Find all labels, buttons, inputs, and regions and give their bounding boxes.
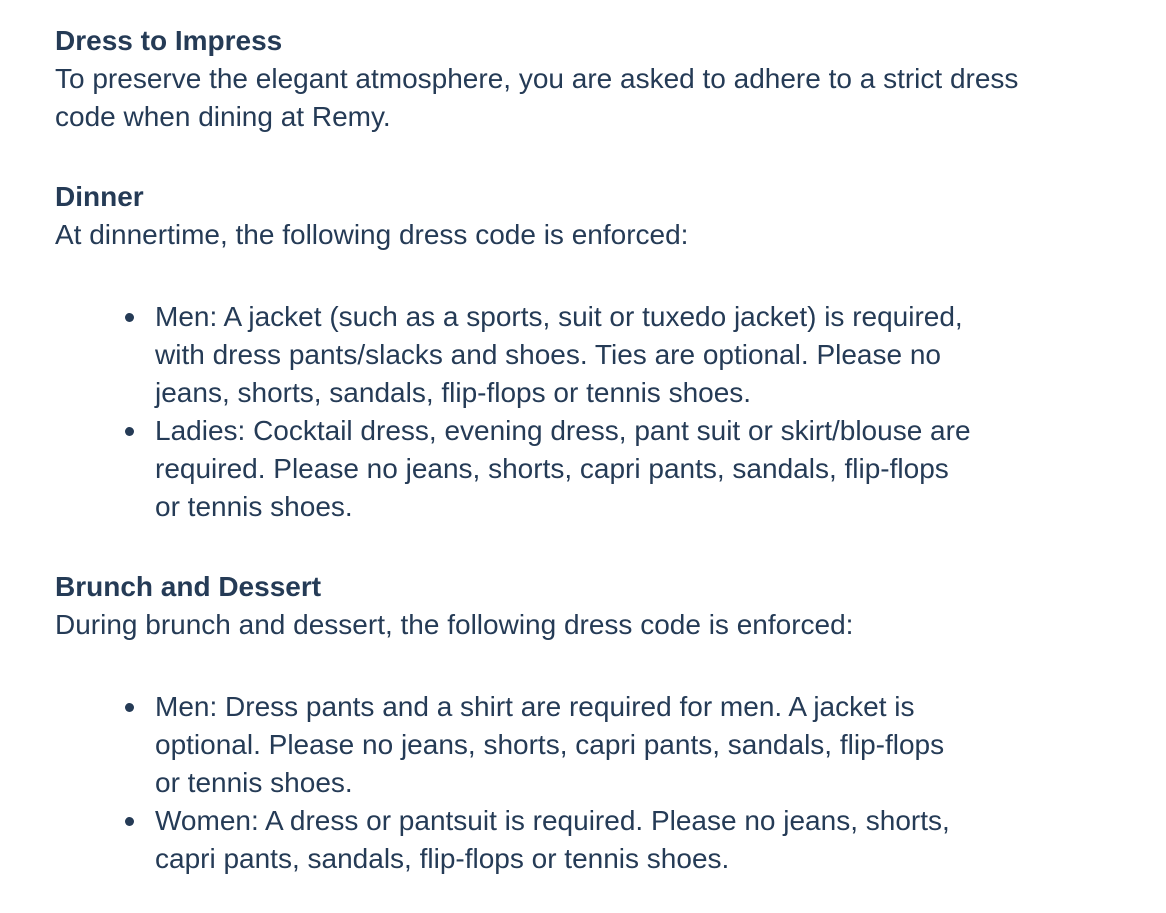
list-item-dinner-men: Men: A jacket (such as a sports, suit or tuxedo jacket) is required, with dress pants/slacks and shoes. Ties are optional. Please no jeans, shorts, sandals, flip-flops or tennis shoes. [125, 298, 975, 412]
section-title-brunch-and-dessert: Brunch and Dessert [55, 571, 322, 602]
list-item-dinner-ladies: Ladies: Cocktail dress, evening dress, pant suit or skirt/blouse are required. Please no jeans, shorts, capri pants, sandals, flip-flops or tennis shoes. [125, 412, 975, 526]
dress-code-article [55, 22, 1055, 878]
dinner-dress-code-list [55, 298, 1055, 526]
brunch-paragraph: During brunch and dessert, the following dress code is enforced: [55, 609, 854, 640]
list-item-brunch-men: Men: Dress pants and a shirt are required for men. A jacket is optional. Please no jeans, shorts, capri pants, sandals, flip-flops or tennis shoes. [125, 688, 975, 802]
intro-paragraph: To preserve the elegant atmosphere, you are asked to adhere to a strict dress code when dining at Remy. [55, 63, 1019, 132]
dinner-paragraph: At dinnertime, the following dress code is enforced: [55, 219, 689, 250]
section-title-dinner: Dinner [55, 181, 144, 212]
list-item-brunch-women: Women: A dress or pantsuit is required. Please no jeans, shorts, capri pants, sandals, flip-flops or tennis shoes. [125, 802, 975, 878]
brunch-dress-code-list [55, 688, 1055, 878]
section-title-dress-to-impress: Dress to Impress [55, 25, 283, 56]
